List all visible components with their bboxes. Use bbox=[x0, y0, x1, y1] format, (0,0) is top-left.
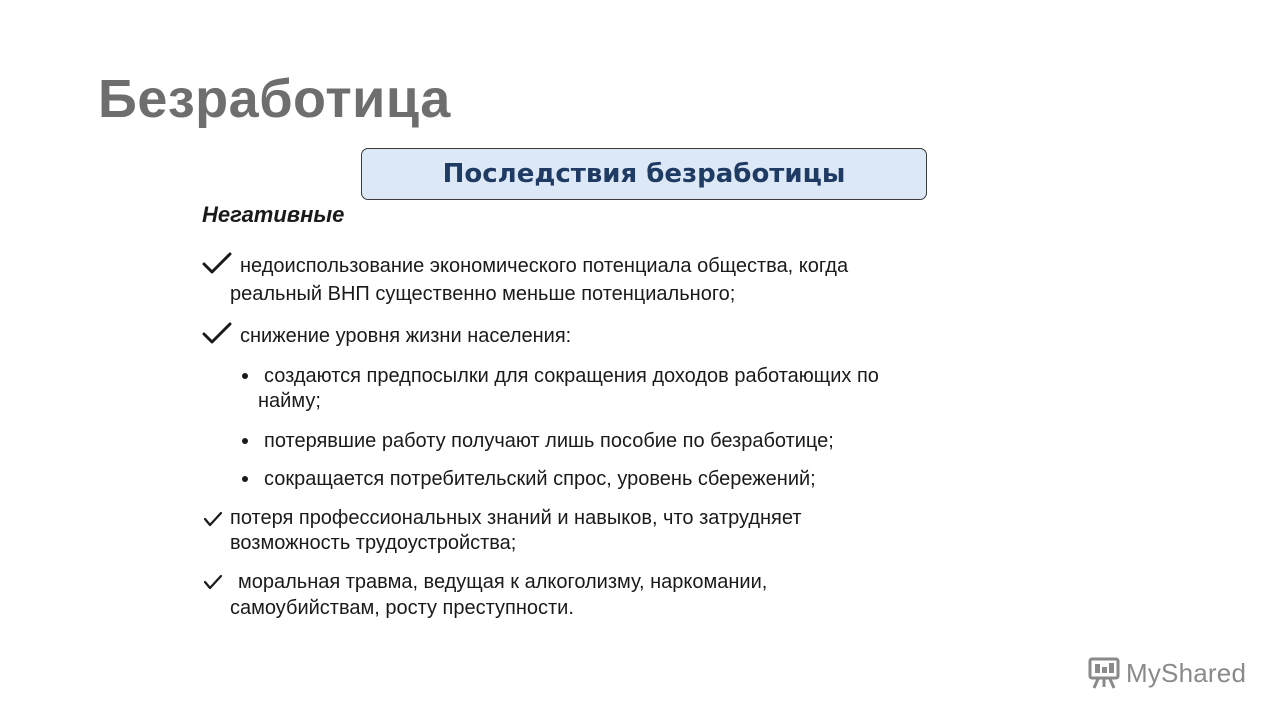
sub-item-text: сокращается потребительский спрос, уровень сбережений; bbox=[264, 468, 816, 490]
list-item-text: реальный ВНП существенно меньше потенциального; bbox=[230, 283, 736, 305]
section-banner bbox=[361, 148, 927, 200]
checkmark-icon bbox=[202, 252, 232, 274]
myshared-watermark bbox=[1088, 656, 1246, 690]
slide-title: Безработица bbox=[98, 69, 451, 129]
list-item-text: возможность трудоустройства; bbox=[230, 532, 517, 554]
subheading-negative: Негативные bbox=[202, 202, 345, 227]
checkmark-icon bbox=[203, 574, 223, 590]
list-item-text: недоиспользование экономического потенциала общества, когда bbox=[240, 255, 849, 277]
list-item-moral-trauma bbox=[230, 570, 767, 622]
list-item-underutilization bbox=[230, 252, 848, 308]
sub-item-income bbox=[258, 362, 879, 412]
list-item-living-standards bbox=[240, 322, 571, 350]
presentation-board-icon bbox=[1088, 656, 1120, 690]
checkmark-icon bbox=[202, 322, 232, 344]
bullet-dot-icon bbox=[242, 476, 248, 482]
sub-item-text: потерявшие работу получают лишь пособие по безработице; bbox=[264, 430, 834, 452]
list-item-text: самоубийствам, росту преступности. bbox=[230, 597, 574, 619]
bullet-dot-icon bbox=[242, 438, 248, 444]
sub-item-demand bbox=[264, 465, 816, 493]
sub-item-benefits bbox=[264, 427, 834, 455]
banner-title: Последствия безработицы bbox=[442, 159, 846, 189]
list-item-text: снижение уровня жизни населения: bbox=[240, 325, 572, 347]
bullet-dot-icon bbox=[242, 373, 248, 379]
list-item-text: потеря профессиональных знаний и навыков, что затрудняет bbox=[230, 507, 802, 529]
list-item-text: моральная травма, ведущая к алкоголизму, наркомании, bbox=[238, 571, 768, 593]
sub-item-text: создаются предпосылки для сокращения доходов работающих по bbox=[264, 365, 879, 387]
list-item-skills-loss bbox=[230, 506, 802, 556]
sub-item-text: найму; bbox=[258, 390, 321, 412]
checkmark-icon bbox=[203, 511, 223, 527]
watermark-text: MyShared bbox=[1126, 657, 1247, 688]
